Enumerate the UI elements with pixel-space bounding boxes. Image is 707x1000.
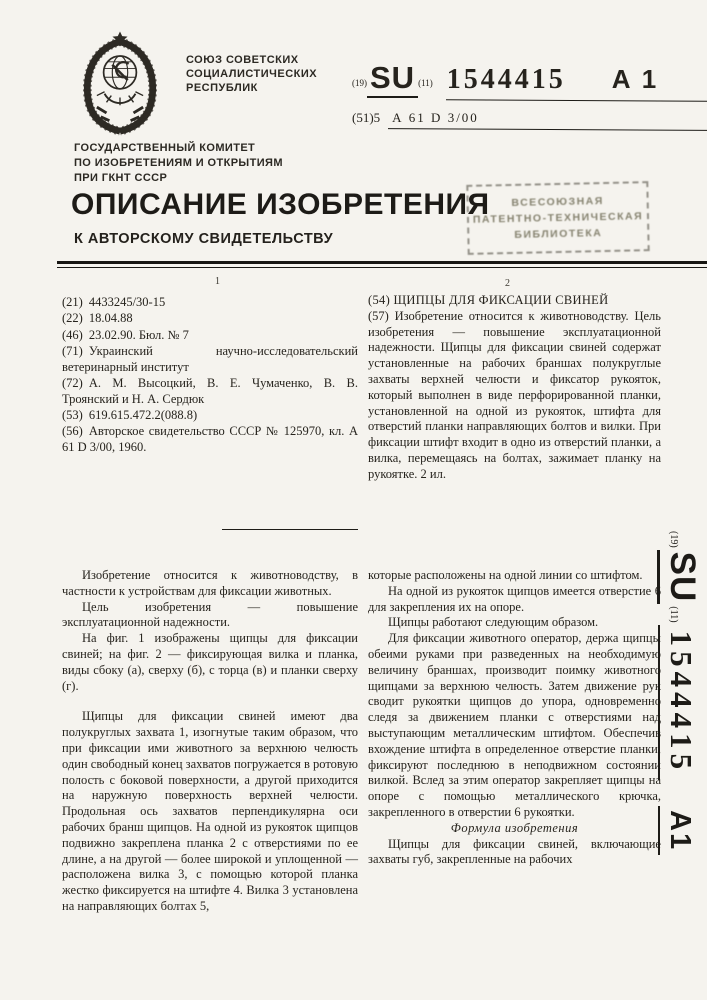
body-paragraph: Щипцы работают следующим образом. (388, 615, 599, 630)
country-code: SU (657, 550, 702, 605)
bibliographic-data (62, 295, 358, 456)
inid-code: (46) (62, 327, 83, 342)
inid-code: (21) (62, 295, 83, 309)
committee-line: ГОСУДАРСТВЕННЫЙ КОМИТЕТ (74, 142, 256, 154)
biblio-value: Авторское свидетельство СССР № 125970, кл. А 61 D 3/00, 1960. (62, 424, 358, 455)
inid-code: (54) (368, 293, 391, 307)
description-left-column (62, 568, 358, 915)
stamp-line: ПАТЕНТНО-ТЕХНИЧЕСКАЯ (472, 210, 644, 226)
body-paragraph: Щипцы для фиксации свиней имеют два полукруглых захвата 1, изогнутые таким образом, что при фиксации ими животного за верхнюю челюсть один свободный конец захватов погружается в ротовую полость с боковой поверхности, а другой приходится на наружную поверхность верхней челюсти. Продольная ось захватов перпендикулярна оси рабочих бранш щипцов. На одной из рукояток щипцов подвижно закреплена планка 2 с отверстиями по ее длине, а на другой — более широкой и уплощенной — расположена вилка 3, с помощью которой планка жестко фиксируется на штифте 4. Вилка 3 установлена на направляющих болтах 5, (62, 709, 358, 913)
biblio-entry (62, 408, 358, 424)
kind-code: А 1 (611, 64, 659, 94)
invention-title-text: ЩИПЦЫ ДЛЯ ФИКСАЦИИ СВИНЕЙ (393, 293, 609, 307)
library-stamp (466, 181, 649, 255)
claims-text: Щипцы для фиксации свиней, включающие захваты губ, закрепленные на рабочих (368, 836, 661, 867)
abstract-text (368, 309, 661, 483)
biblio-value: 18.04.88 (88, 311, 133, 326)
code-11-label: (11) (668, 606, 679, 623)
side-document-id (630, 531, 702, 863)
biblio-entry (62, 311, 358, 327)
country-code: SU (367, 60, 418, 98)
code-19-label: (19) (668, 531, 679, 548)
column-number-1: 1 (215, 276, 220, 287)
ipc-classification (352, 110, 479, 126)
biblio-value: 619.615.472.2(088.8) (88, 408, 198, 423)
inid-code: (57) (368, 308, 389, 323)
biblio-value: А. М. Высоцкий, В. Е. Чумаченко, В. В. Троянский и Н. А. Сердюк (62, 375, 358, 406)
publication-number: 1544415 (658, 625, 699, 781)
invention-title (368, 293, 661, 309)
body-paragraph: На одной из рукояток щипцов имеется отверстие 6 для закрепления их на опоре. (368, 583, 661, 614)
inid-code: (53) (62, 408, 83, 423)
publication-number: 1544415 (446, 64, 566, 95)
ipc-code-label: (51)5 (352, 110, 381, 125)
body-paragraph: На фиг. 1 изображены щипцы для фиксации свиней; на фиг. 2 — фиксирующая вилка и планка, виды сбоку (а), сверху (б), с торца (в) и планки сверху (г). (62, 631, 358, 693)
section-divider-rule (222, 529, 358, 530)
code-19-label: (19) (352, 78, 367, 88)
ipc-value: А 61 D 3/00 (392, 110, 479, 125)
biblio-entry (62, 328, 358, 344)
document-title: ОПИСАНИЕ ИЗОБРЕТЕНИЯ (71, 188, 490, 221)
description-right-column (368, 568, 661, 868)
code-11-label: (11) (418, 78, 433, 88)
inid-code: (71) (62, 343, 83, 358)
document-subtitle: К АВТОРСКОМУ СВИДЕТЕЛЬСТВУ (74, 231, 334, 247)
body-paragraph: Цель изобретения — повышение эксплуатационной надежности. (62, 599, 358, 630)
abstract-body-text: Изобретение относится к животноводству. Цель изобретения — повышение эксплуатационной надежности. Щипцы для фиксации свиней содержат установленные на рабочих браншах полукруглые захваты верхней челюсти и фиксатор рукояток, который выполнен в виде перфорированной планки, установленной на одной из рукояток, штифта для отверстий планки направляющих болтов и вилки. При фиксации штифт входит в одно из отверстий планки, а вилка, перемещаясь на болтах, зажимает планку на рукоятке. 2 ил. (368, 308, 661, 481)
abstract-section (368, 293, 661, 483)
biblio-entry (62, 424, 358, 456)
biblio-entry (62, 295, 358, 311)
country-line: СОЦИАЛИСТИЧЕСКИХ (186, 68, 318, 80)
country-line: РЕСПУБЛИК (186, 82, 258, 94)
header-divider-rule (57, 261, 707, 268)
committee-line: ПРИ ГКНТ СССР (74, 172, 168, 184)
stamp-line: ВСЕСОЮЗНАЯ (511, 195, 604, 209)
claims-heading: Формула изобретения (450, 820, 579, 835)
body-paragraph: которые расположены на одной линии со штифтом. (368, 568, 643, 582)
biblio-entry (62, 376, 358, 408)
body-paragraph: Для фиксации животного оператор, держа щипцы обеими руками при разведенных на необходимую величину браншах, производит поимку животного щипцами за верхнюю челюсть. Затем движение рук сводит рукоятки щипцов до упора, одновременно следя за движением планки с отверстиями над выступающим металлическим штифтом. Обеспечив вхождение штифта в определенное отверстие планки, фиксируют последнюю в неподвижном состоянии вилкой. Вслед за этим оператор закрепляет щипцы на опоре с помощью металлического крючка, закрепленного в отверстии 6 рукоятки. (368, 631, 661, 819)
stamp-line: БИБЛИОТЕКА (514, 227, 603, 241)
biblio-value: Украинский научно-исследовательский ветеринарный институт (62, 343, 358, 374)
biblio-value: 4433245/30-15 (88, 295, 166, 309)
inid-code: (22) (62, 311, 83, 326)
ussr-coat-of-arms-icon (70, 30, 170, 138)
committee-line: ПО ИЗОБРЕТЕНИЯМ И ОТКРЫТИЯМ (74, 157, 283, 169)
body-paragraph: Изобретение относится к животноводству, в частности к устройствам для фиксации животных. (62, 568, 358, 598)
kind-code: А1 (658, 806, 696, 855)
inid-code: (56) (62, 424, 83, 439)
biblio-entry (62, 344, 358, 376)
committee-name (74, 141, 283, 186)
column-number-2: 2 (505, 278, 510, 289)
ipc-underline (388, 128, 707, 131)
biblio-value: 23.02.90. Бюл. № 7 (88, 327, 189, 342)
inid-code: (72) (62, 375, 83, 390)
country-name (186, 53, 317, 95)
country-line: СОЮЗ СОВЕТСКИХ (186, 54, 299, 66)
